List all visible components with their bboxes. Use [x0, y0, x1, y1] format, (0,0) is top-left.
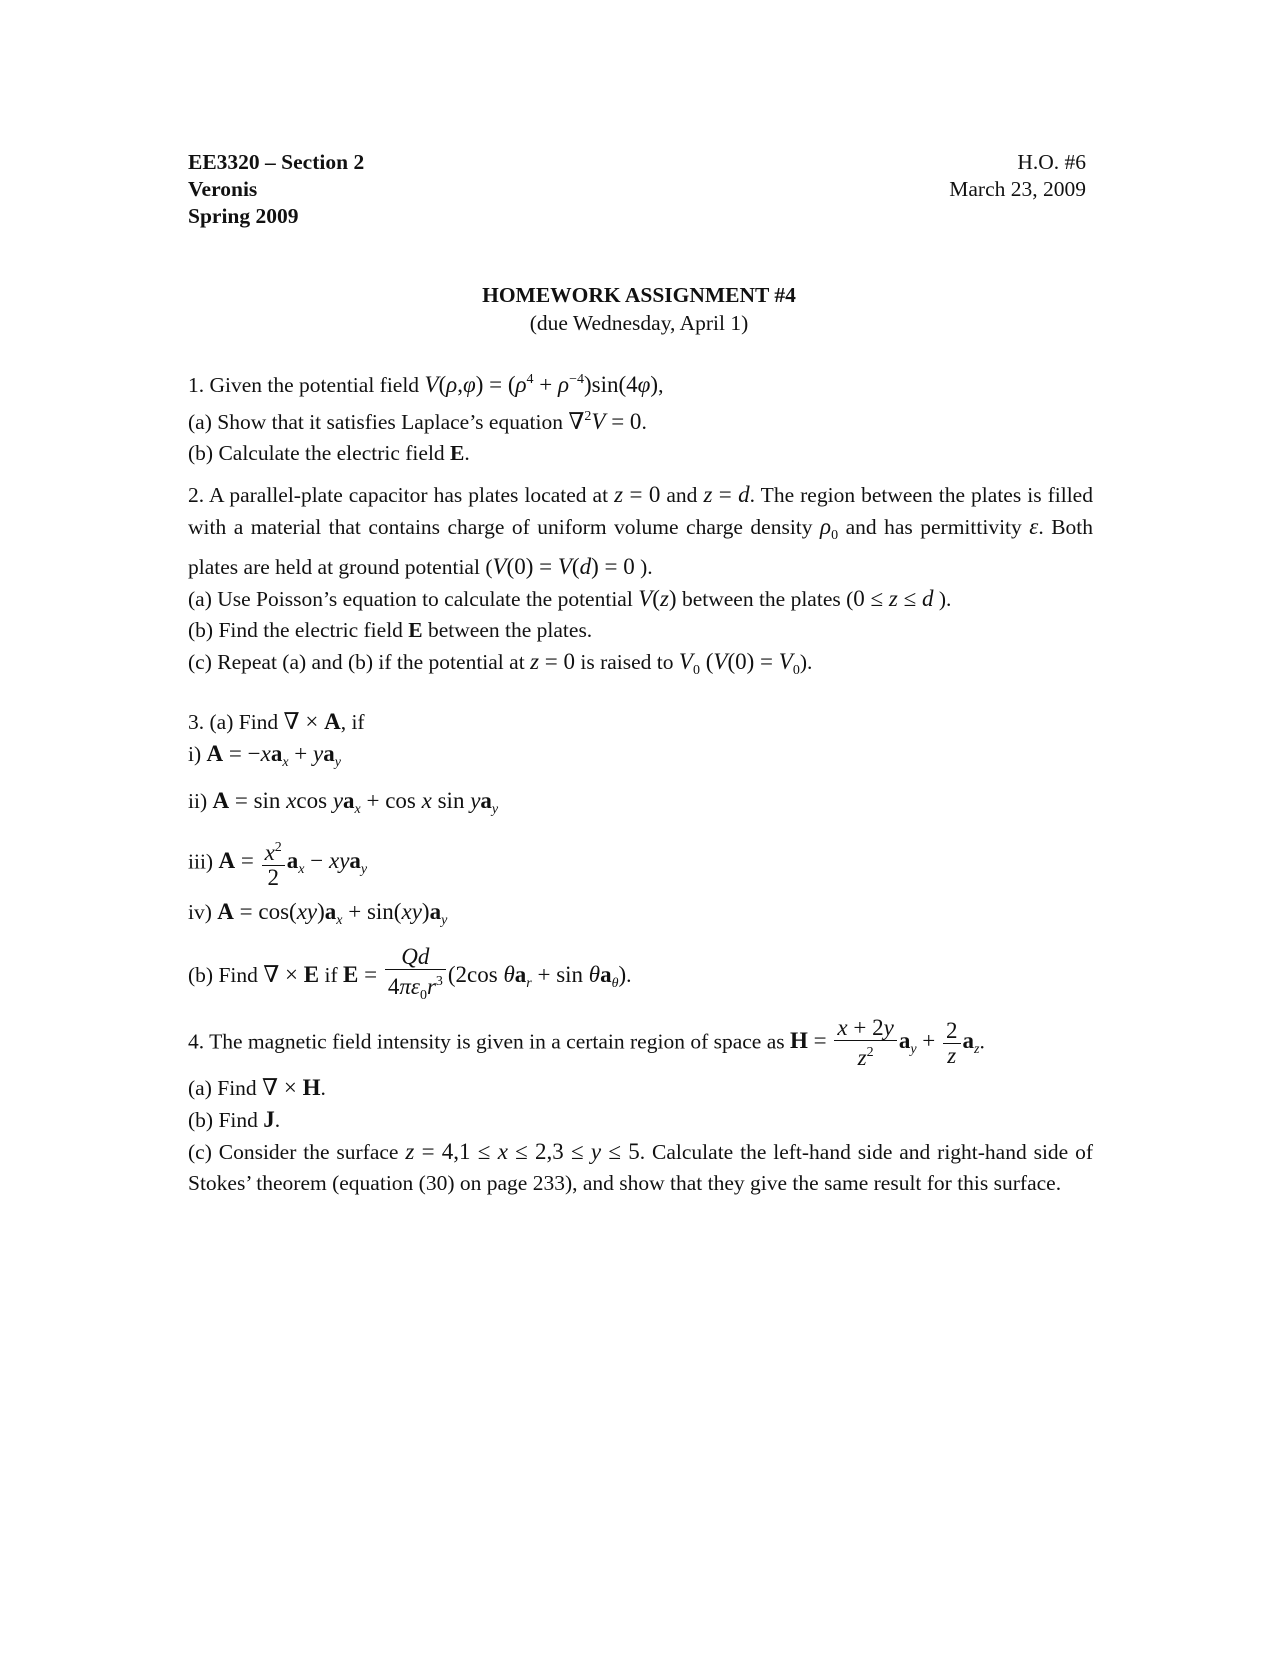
problem-3-ii: ii) A = sin xcos $ya_x + \cos x$ $\sin ya_y$	[188, 788, 499, 817]
assignment-title	[0, 281, 1278, 337]
problem-2	[188, 479, 1093, 686]
problem-1-intro: 1. Given the potential field $V(\rho,\varphi) = (\rho^4 + \rho^{-4})\sin(4\varphi)$,	[188, 372, 664, 397]
problem-3-iv: iv) $A = \cos(xy)a_x + \sin(xy)a_y$	[188, 899, 448, 928]
problem-3-a: 3. (a) Find ∇ × A, if	[188, 709, 365, 734]
problem-1	[188, 364, 1093, 469]
problem-3	[188, 706, 1093, 1008]
problem-3-iii: iii) A = $\frac{x^2}{2}$ $a_x - xya_y$	[188, 836, 1093, 890]
term-line: Spring 2009	[188, 204, 299, 228]
course-line: EE3320 – Section 2	[188, 150, 365, 174]
date-line: March 23, 2009	[949, 177, 1086, 201]
problem-4-c: (c) Consider the surface z = 4,1 ≤ x ≤ 2,3 ≤ y ≤ 5. Calculate the left-hand side and right-hand side of Stokes’ theorem (equation (30) on page 233), and show that they give the same result for this surface.	[188, 1139, 1094, 1195]
problem-3-b: (b) Find ∇ × E if E = $\frac{Qd}{4\pi\varepsilon_0r^3}$ (2cos $\theta a_r + \sin \theta a_\theta$).	[188, 944, 632, 1003]
problem-2-c: (c) Repeat (a) and (b) if the potential at z = 0 is raised to $V_0$ $(V(0) = V_0)$.	[188, 649, 813, 678]
problem-3-i: i) $A = -xa_x + ya_y$	[188, 741, 341, 770]
problem-4	[188, 1016, 1093, 1199]
instructor-line: Veronis	[188, 177, 258, 201]
title-main: HOMEWORK ASSIGNMENT #4	[482, 283, 796, 307]
title-due: (due Wednesday, April 1)	[529, 311, 749, 335]
problem-2-b: (b) Find the electric field E between the plates.	[188, 618, 593, 642]
problem-2-a: (a) Use Poisson’s equation to calculate the potential V(z) between the plates (0 ≤ z ≤ d ).	[188, 586, 952, 611]
header-left	[188, 149, 364, 230]
problem-4-a: (a) Find ∇ × H.	[188, 1075, 326, 1100]
problem-4-b: (b) Find J.	[188, 1107, 281, 1132]
problem-1-a: (a) Show that it satisfies Laplace’s equation ∇$^2$V = 0.	[188, 409, 647, 434]
handout-number: H.O. #6	[1017, 150, 1086, 174]
problem-4-intro: 4. The magnetic field intensity is given in a certain region of space as H = $\frac{x + 2y}{z^2}$ $a_y$ + $\frac{2}{z}$ $a_z$.	[188, 1015, 985, 1070]
problem-1-b: (b) Calculate the electric field E.	[188, 441, 470, 465]
header-right	[949, 149, 1086, 203]
problem-2-intro: 2. A parallel-plate capacitor has plates located at z = 0 and z = d. The region between the plates is filled with a material that contains charge of uniform volume charge density $\rho_0$ and has permittivity ε. Both plates are held at ground potential (V(0) = V(d) = 0 ).	[188, 482, 1094, 579]
